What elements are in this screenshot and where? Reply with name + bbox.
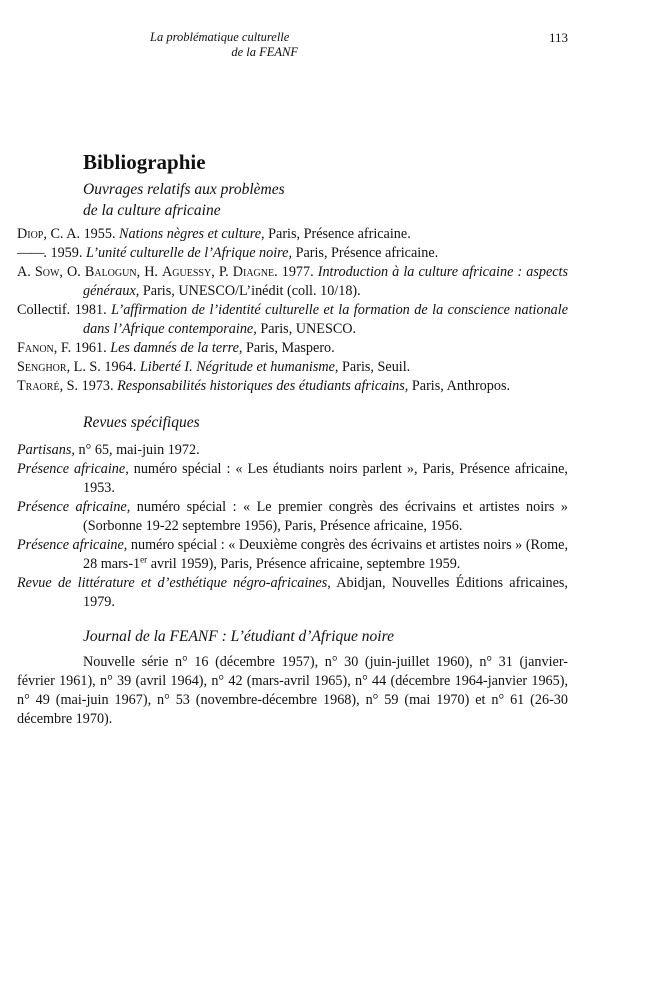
section-heading-revues: Revues spécifiques — [83, 414, 200, 431]
entry-author: Sow — [34, 264, 60, 280]
entry-date: . 1981. — [66, 302, 112, 318]
entry-date: , S. 1973. — [59, 378, 118, 394]
entry-publisher: Paris, Anthropos. — [408, 378, 511, 394]
bibliography-entry — [17, 244, 568, 263]
entry-initial: , P. — [211, 264, 233, 280]
entry-title: Partisans, — [17, 442, 75, 458]
entry-publisher: Paris, UNESCO. — [256, 321, 357, 337]
entry-details: numéro spécial : « Le premier congrès des écrivains et artistes noirs » (Sorbonne 19-22 septembre 1956), Paris, Présence africaine, 1956. — [83, 499, 568, 534]
entry-author: Balogun — [84, 264, 137, 280]
entry-author: Diop — [17, 226, 44, 242]
entry-author: Aguessy — [162, 264, 212, 280]
entry-details: numéro spécial : « Les étudiants noirs parlent », Paris, Présence africaine, 1953. — [83, 461, 568, 496]
section-heading-ouvrages — [83, 179, 568, 221]
bibliography-entry — [17, 225, 568, 244]
entry-initial: , O. — [59, 264, 85, 280]
entry-title: Présence africaine, — [17, 499, 131, 515]
bibliography-entry — [17, 301, 568, 339]
running-head-line1: La problématique culturelle — [150, 30, 290, 44]
entry-author: Diagne — [232, 264, 275, 280]
journal-issues-paragraph: Nouvelle série n° 16 (décembre 1957), n° 30 (juin-juillet 1960), n° 31 (janvier-février 1961), n° 39 (avril 1964), n° 42 (mars-avril 1965), n° 44 (décembre 1964-janvier 1965), n° 49 (mai-juin 1967), n° 53 (novembre-décembre 1968), n° 59 (mai 1970) et n° 61 (26-30 décembre 1970). — [17, 654, 568, 727]
periodical-entry — [17, 536, 568, 574]
entry-title: Présence africaine, — [17, 461, 129, 477]
running-head-line2: de la FEANF — [231, 45, 298, 59]
entry-date: , F. 1961. — [53, 340, 111, 356]
entry-initial: , H. — [136, 264, 163, 280]
bibliography-entry — [17, 263, 568, 301]
entry-publisher: Paris, UNESCO/L’inédit (coll. 10/18). — [139, 283, 361, 299]
running-head — [150, 30, 300, 60]
periodical-entry — [17, 441, 568, 460]
entry-title: Nations nègres et culture, — [119, 226, 265, 242]
entry-details: n° 65, mai-juin 1972. — [74, 442, 200, 458]
bibliography-entry — [17, 339, 568, 358]
section-heading-line2: de la culture africaine — [83, 202, 221, 219]
entry-date: . 1977. — [274, 264, 318, 280]
bibliography-entry — [17, 358, 568, 377]
entry-date: . 1959. — [43, 245, 86, 261]
entry-initial: A. — [17, 264, 35, 280]
entry-publisher: Paris, Présence africaine. — [292, 245, 439, 261]
entry-publisher: Paris, Présence africaine. — [264, 226, 411, 242]
entry-title: Revue de littérature et d’esthétique négro-africaines, — [17, 575, 331, 591]
entry-title: Les damnés de la terre, — [110, 340, 243, 356]
entry-date: , C. A. 1955. — [43, 226, 120, 242]
entry-author: Senghor — [17, 359, 67, 375]
page-number: 113 — [548, 30, 568, 45]
bibliography-entry — [17, 377, 568, 396]
entry-title: Présence africaine, — [17, 537, 128, 553]
entry-title: L’unité culturelle de l’Afrique noire, — [85, 245, 293, 261]
periodical-entry — [17, 460, 568, 498]
section-heading-journal: Journal de la FEANF : L’étudiant d’Afrique noire — [83, 628, 394, 645]
entry-publisher: Paris, Seuil. — [338, 359, 411, 375]
entry-superscript: er — [140, 554, 148, 565]
entry-date: , L. S. 1964. — [66, 359, 140, 375]
page-body — [17, 148, 568, 729]
entry-publisher: Paris, Maspero. — [242, 340, 335, 356]
entry-details-cont: avril 1959), Paris, Présence africaine, septembre 1959. — [147, 556, 461, 572]
entry-title: L’affirmation de l’identité culturelle et la formation de la conscience nationale dans l’Afrique contemporaine, — [83, 302, 568, 337]
page-header — [0, 30, 650, 70]
periodical-entry — [17, 498, 568, 536]
entry-title: Liberté I. Négritude et humanisme, — [139, 359, 339, 375]
entry-details: numéro spécial : « Deuxième congrès des écrivains et artistes noirs » (Rome, 28 mars-1 — [83, 537, 568, 572]
periodical-entry — [17, 574, 568, 612]
entry-author: Collectif — [17, 302, 67, 318]
entry-details: Abidjan, Nouvelles Éditions africaines, 1979. — [83, 575, 568, 610]
entry-ditto-dash: —— — [17, 245, 44, 261]
entry-author: Traoré — [17, 378, 60, 394]
section-heading-line1: Ouvrages relatifs aux problèmes — [83, 181, 285, 198]
entry-title: Introduction à la culture africaine : aspects généraux, — [83, 264, 569, 299]
page-title: Bibliographie — [83, 150, 206, 174]
entry-author: Fanon — [17, 340, 54, 356]
entry-title: Responsabilités historiques des étudiants africains, — [117, 378, 409, 394]
